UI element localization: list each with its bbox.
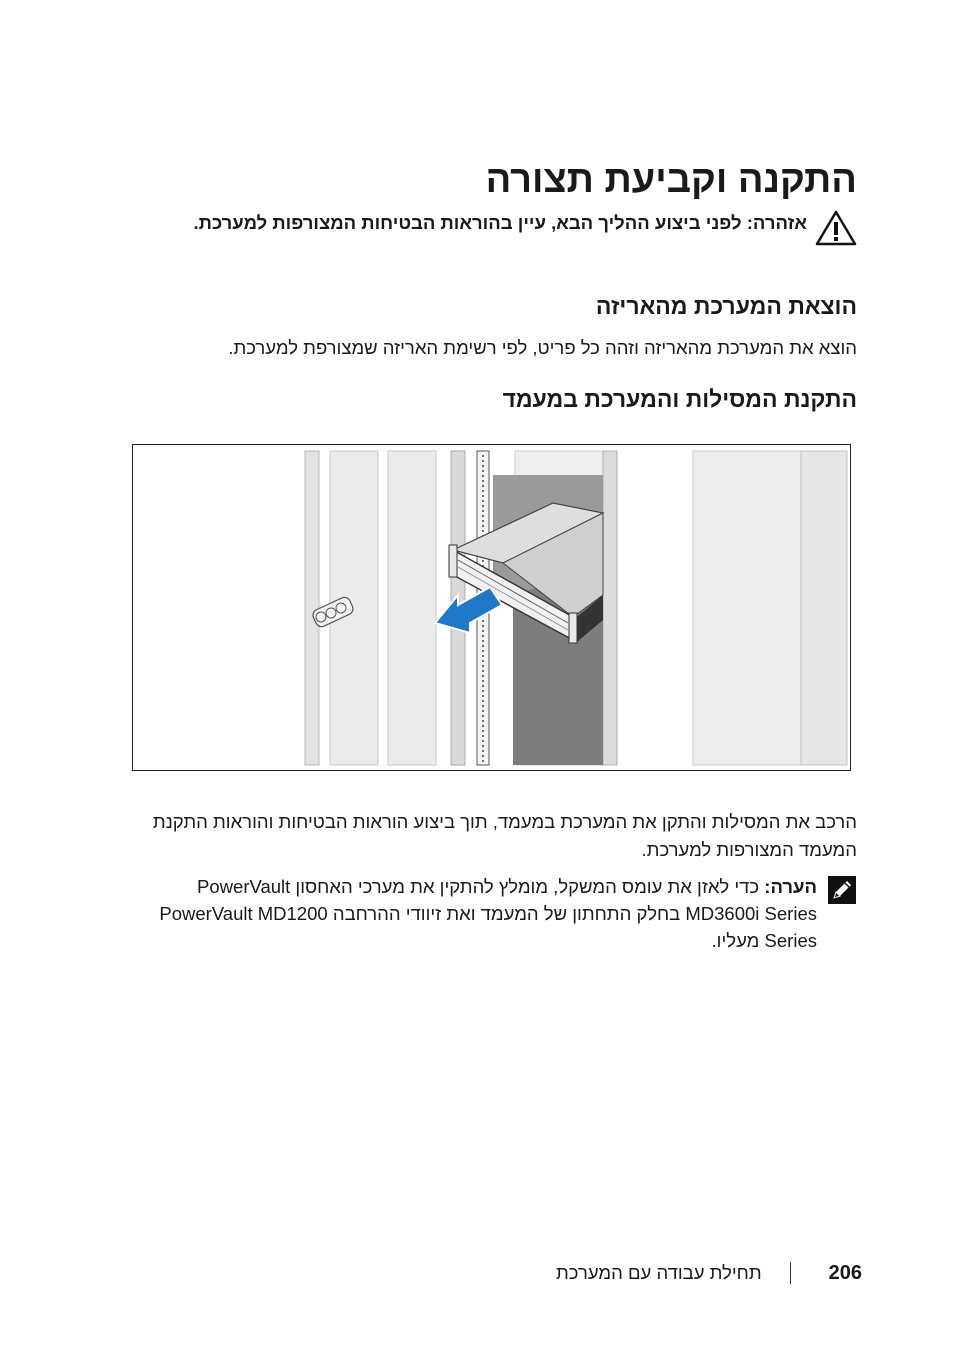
warning-triangle-icon — [815, 210, 857, 246]
section-body-install: הרכב את המסילות והתקן את המערכת במעמד, תוך ביצוע הוראות הבטיחות והוראות התקנת המעמד המצורפות למערכת. — [152, 811, 857, 860]
note-label: הערה: — [764, 876, 817, 897]
warning-body: לפני ביצוע ההליך הבא, עיין בהוראות הבטיחות המצורפות למערכת. — [193, 212, 742, 233]
warning-block — [190, 210, 857, 246]
note-text — [150, 873, 817, 954]
rack-illustration — [133, 445, 850, 770]
page-title: התקנה וקביעת תצורה — [485, 159, 857, 201]
warning-text — [194, 210, 807, 236]
page-footer — [300, 1258, 862, 1288]
footer-divider — [790, 1262, 791, 1284]
warning-label: אזהרה: — [746, 212, 807, 233]
note-body: כדי לאזן את עומס המשקל, מומלץ להתקין את מערכי האחסון PowerVault MD3600i Series בחלק התחתון של המעמד ואת זיוודי ההרחבה PowerVault MD1200 Series מעליו. — [159, 876, 817, 951]
note-block — [150, 873, 857, 954]
footer-section-title: תחילת עבודה עם המערכת — [556, 1262, 762, 1283]
note-pencil-icon — [827, 875, 857, 905]
section-body-unpack: הוצא את המערכת מהאריזה וזהה כל פריט, לפי רשימת האריזה שמצורפת למערכת. — [228, 337, 857, 358]
section-heading-unpack: הוצאת המערכת מהאריזה — [595, 293, 857, 319]
rack-installation-figure — [132, 444, 851, 771]
page-number: 206 — [828, 1261, 862, 1284]
section-heading-install: התקנת המסילות והמערכת במעמד — [502, 386, 857, 412]
